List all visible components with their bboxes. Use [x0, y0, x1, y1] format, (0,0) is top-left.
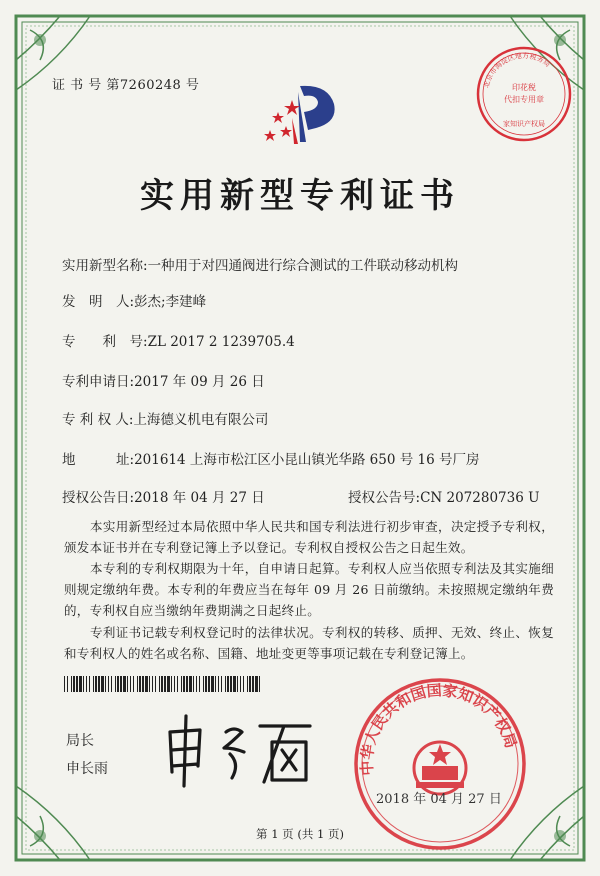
address-label: 地 址: [62, 452, 135, 468]
barcode-bar [218, 676, 219, 692]
field-inventor [62, 290, 206, 310]
barcode-bar [108, 676, 109, 692]
barcode-bar [133, 676, 134, 692]
barcode-bar [73, 676, 75, 692]
cnipa-logo [258, 78, 348, 148]
field-grant-number [348, 486, 539, 506]
svg-text:代扣专用章: 代扣专用章 [504, 95, 544, 104]
barcode-bar [130, 676, 131, 692]
barcode-bar [221, 676, 222, 692]
tax-seal-ring-text: 北京市海淀区地方税务局 [482, 51, 552, 89]
address-value: 201614 上海市松江区小昆山镇光华路 650 号 16 号厂房 [134, 452, 480, 468]
barcode-bar [67, 676, 68, 692]
director-name: 申长雨 [66, 761, 108, 777]
barcode-bar [240, 676, 241, 692]
barcode-bar [196, 676, 197, 692]
apply-date-value: 2017 年 09 月 26 日 [134, 374, 265, 390]
barcode-bar [95, 676, 97, 692]
barcode-bar [76, 676, 78, 692]
barcode-bar [189, 676, 192, 692]
barcode-bar [203, 676, 204, 692]
barcode-bar [101, 676, 104, 692]
barcode-bar [243, 676, 244, 692]
barcode-bar [89, 676, 90, 692]
barcode-bar [255, 676, 258, 692]
barcode-bar [139, 676, 141, 692]
barcode-bar [227, 676, 229, 692]
patent-number-value: ZL 2017 2 1239705.4 [147, 334, 295, 350]
field-grant-date [62, 486, 265, 506]
barcode-bar [117, 676, 119, 692]
barcode-bar [86, 676, 87, 692]
barcode-bar [152, 676, 153, 692]
barcode-bar [137, 676, 138, 692]
inventor-label: 发 明 人: [62, 294, 135, 310]
barcode-bar [177, 676, 178, 692]
barcode-bar [247, 676, 248, 692]
barcode-bar [127, 676, 128, 692]
barcode-bar [64, 676, 65, 692]
barcode-bar [225, 676, 226, 692]
barcode-bar [205, 676, 207, 692]
barcode-bar [211, 676, 214, 692]
barcode-bar [167, 676, 170, 692]
barcode-bar [115, 676, 116, 692]
barcode-bar [252, 676, 254, 692]
barcode-bar [161, 676, 163, 692]
utility-name-value: 一种用于对四通阀进行综合测试的工件联动移动机构 [147, 258, 459, 274]
barcode-bar [98, 676, 100, 692]
paragraph-legal-status: 专利证书记载专利权登记时的法律状况。专利权的转移、质押、无效、终止、恢复和专利权人的姓名或名称、国籍、地址变更等事项记载在专利登记簿上。 [64, 625, 554, 661]
barcode-bar [105, 676, 106, 692]
grant-number-value: CN 207280736 U [420, 490, 540, 506]
field-patent-number [62, 330, 295, 350]
barcode-bar [174, 676, 175, 692]
barcode-bar [215, 676, 216, 692]
barcode-bar [145, 676, 148, 692]
svg-text:印花税: 印花税 [512, 83, 536, 92]
holder-label: 专 利 权 人: [62, 412, 134, 428]
grant-date-label: 授权公告日: [62, 490, 135, 506]
seal-date: 2018 年 04 月 27 日 [376, 792, 502, 807]
barcode-bar [233, 676, 236, 692]
barcode-bar [142, 676, 144, 692]
barcode-bar [171, 676, 172, 692]
barcode [64, 676, 264, 692]
grant-number-label: 授权公告号: [348, 490, 421, 506]
patent-number-label: 专 利 号: [62, 334, 148, 350]
barcode-bar [164, 676, 166, 692]
barcode-bar [111, 676, 112, 692]
barcode-bar [181, 676, 182, 692]
svg-text:中华人民共和国国家知识产权局 [358, 681, 520, 776]
barcode-bar [155, 676, 156, 692]
tax-seal-bottom-text: 家知识产权局 [503, 120, 545, 128]
certificate-number: 证 书 号 第7260248 号 [52, 78, 200, 93]
barcode-bar [120, 676, 122, 692]
field-utility-name [62, 254, 458, 274]
paragraph-term: 本专利的专利权期限为十年，自申请日起算。专利权人应当依照专利法及其实施细则规定缴纳年费。本专利的年费应当在每年 09 月 26 日前缴纳。未按照规定缴纳年费的，专利权自应当缴纳年费期满之日起终止。 [64, 561, 554, 618]
barcode-bar [71, 676, 72, 692]
field-address [62, 448, 480, 468]
barcode-bar [123, 676, 126, 692]
utility-name-label: 实用新型名称: [62, 258, 148, 274]
barcode-bar [230, 676, 232, 692]
barcode-bar [159, 676, 160, 692]
holder-value: 上海德义机电有限公司 [133, 412, 269, 428]
barcode-bar [193, 676, 194, 692]
barcode-bar [93, 676, 94, 692]
barcode-bar [186, 676, 188, 692]
paragraph-grant: 本实用新型经过本局依照中华人民共和国专利法进行初步审查，决定授予专利权，颁发本证书并在专利登记簿上予以登记。专利权自授权公告之日起生效。 [64, 519, 554, 555]
barcode-bar [208, 676, 210, 692]
grant-date-value: 2018 年 04 月 27 日 [134, 490, 265, 506]
barcode-bar [249, 676, 251, 692]
barcode-bar [259, 676, 260, 692]
tax-stamp-seal [474, 44, 574, 144]
barcode-bar [199, 676, 200, 692]
barcode-bar [83, 676, 84, 692]
director-title: 局长 [66, 733, 94, 749]
barcode-bar [79, 676, 82, 692]
field-patent-holder [62, 408, 268, 428]
barcode-bar [237, 676, 238, 692]
inventor-value: 彭杰;李建峰 [134, 294, 207, 310]
barcode-bar [149, 676, 150, 692]
apply-date-label: 专利申请日: [62, 374, 135, 390]
official-seal-ring-text: 中华人民共和国国家知识产权局 [357, 681, 521, 777]
director-signature [160, 702, 320, 792]
page-number: 第 1 页 (共 1 页) [256, 827, 344, 841]
field-apply-date [62, 370, 265, 390]
page-title: 实用新型专利证书 [140, 176, 460, 216]
barcode-bar [183, 676, 185, 692]
